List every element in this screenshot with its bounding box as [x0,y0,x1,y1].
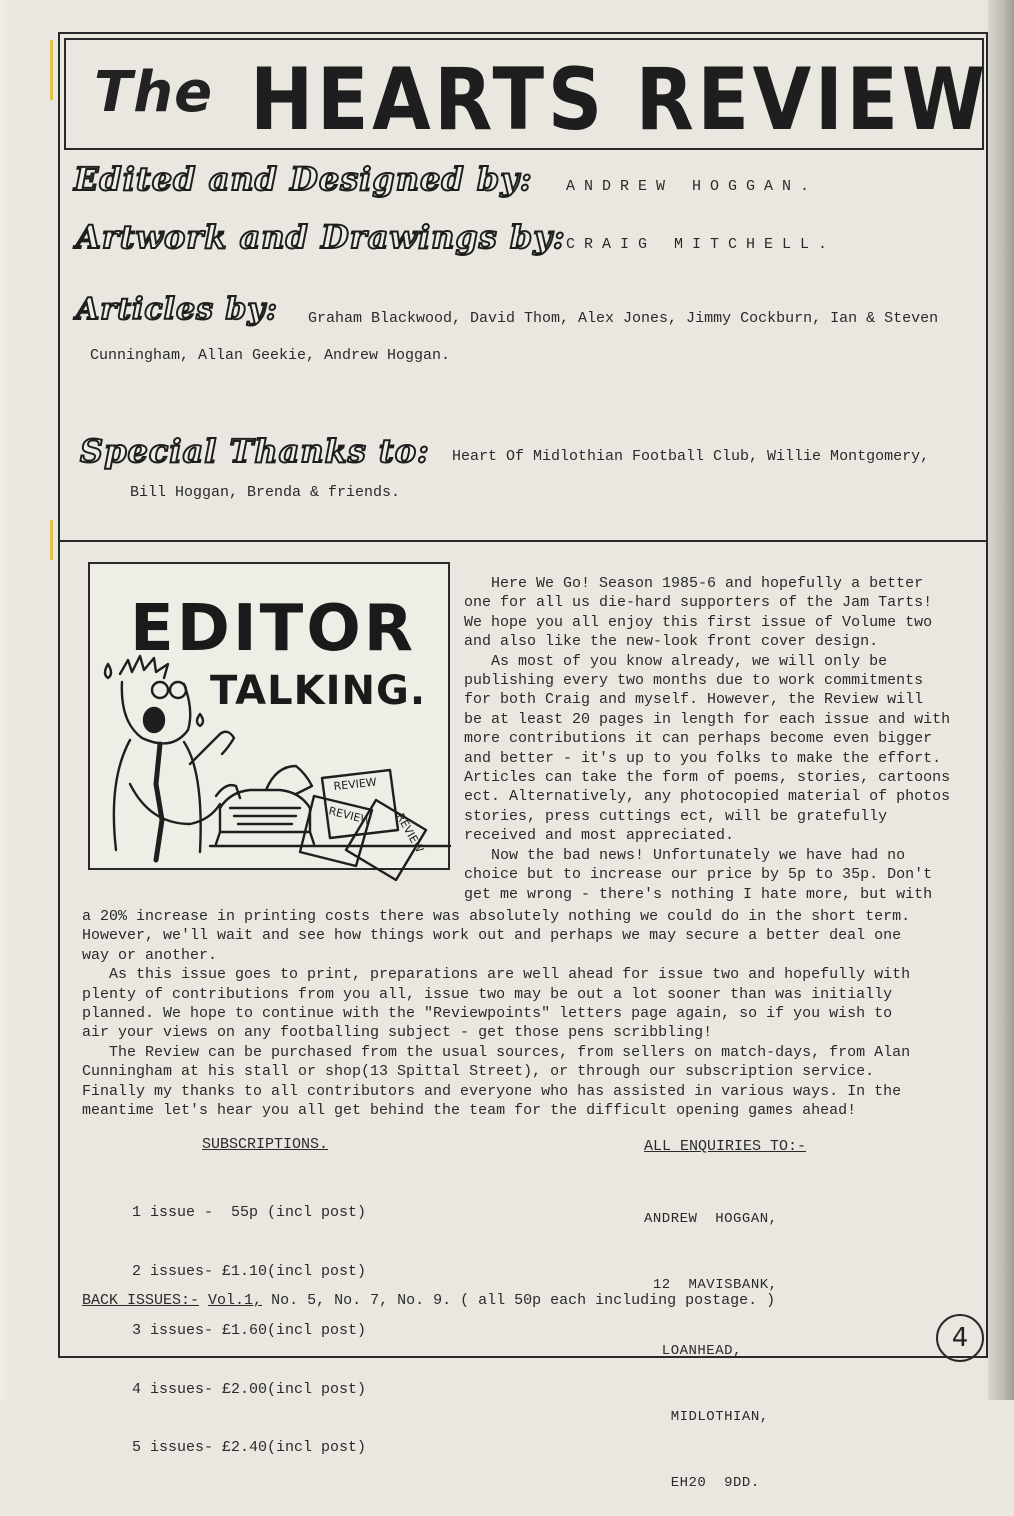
subscription-item: 4 issues- £2.00(incl post) [132,1380,367,1398]
subscription-item: 1 issue - 55p (incl post) [132,1204,367,1222]
address-line: 12 MAVISBANK, [644,1277,778,1293]
cartoon-heading-editor: EDITOR [130,592,416,666]
svg-text:REVIEW: REVIEW [327,804,373,828]
back-issues-label: BACK ISSUES:- [82,1292,200,1309]
section-divider [58,540,988,542]
special-thanks-label: Special Thanks to: [80,432,430,470]
subscription-item: 3 issues- £1.60(incl post) [132,1321,367,1339]
articles-by-label: Articles by: [76,292,278,327]
page-number: 4 [936,1314,984,1362]
editor-talking-cartoon [88,562,450,870]
address-line: ANDREW HOGGAN, [644,1211,778,1227]
page-left-edge [0,0,10,1400]
back-issues-line [82,1292,775,1309]
binding-mark [50,520,53,560]
masthead-title: HEARTS REVIEW [250,50,989,150]
enquiries-address [644,1164,778,1516]
masthead [64,38,989,150]
subscription-item: 5 issues- £2.40(incl post) [132,1439,367,1457]
editorial-beside-cartoon: Here We Go! Season 1985-6 and hopefully a better one for all us die-hard supporters of the Jam Tarts! We hope you all enjoy this first issue of Volume two and also like the new-look front cover design. As most of you know already, we will only be publishing every two months due to work commitments for both Craig and myself. However, the Review will be at least 20 pages in length for each issue and with more contributions it can perhaps become even bigger and better - it's up to you folks to make the effort. Articles can take the form of poems, stories, cartoons ect. Alternatively, any photocopied material of photos stories, press cuttings ect, will be gratefully received and most appreciated. Now the bad news! Unfortunately we have had no choice but to increase our price by 5p to 35p. Don't get me wrong - there's nothing I hate more, but with [464,575,951,903]
artwork-by-name: CRAIG MITCHELL. [566,236,837,253]
articles-by-line-1: Graham Blackwood, David Thom, Alex Jones, Jimmy Cockburn, Ian & Steven [308,310,939,327]
back-issues-numbers: No. 5, No. 7, No. 9. ( all 50p each including postage. ) [262,1292,776,1309]
artwork-by-label: Artwork and Drawings by: [76,218,566,256]
subscription-item: 2 issues- £1.10(incl post) [132,1262,367,1280]
address-line: EH20 9DD. [644,1475,760,1491]
special-thanks-line-2: Bill Hoggan, Brenda & friends. [130,484,401,501]
editorial-full-width: a 20% increase in printing costs there was absolutely nothing we could do in the short term. However, we'll wait and see how things work out and perhaps we may secure a better deal one way or another. As this issue goes to print, preparations are well ahead for issue two and hopefully with plenty of contributions from you all, issue two may be out a lot sooner than was initially planned. We hope to continue with the "Reviewpoints" letters page again, so if you wish to air your views on any footballing subject - get those pens scribbling! The Review can be purchased from the usual sources, from sellers on match-days, from Alan Cunningham at his stall or shop(13 Spittal Street), or through our subscription service. Finally my thanks to all contributors and everyone who has assisted in various ways. In the meantime let's hear you all get behind the team for the difficult opening games ahead! [82,908,911,1120]
edited-by-name: ANDREW HOGGAN. [566,178,819,195]
svg-text:REVIEW: REVIEW [332,775,378,793]
masthead-prefix: The [94,60,214,125]
editor-typing-illustration [90,564,452,872]
cartoon-heading-talking: TALKING. [210,668,427,714]
edited-by-label: Edited and Designed by: [74,160,533,198]
binding-mark [50,40,53,100]
svg-text:REVIEW: REVIEW [393,811,427,855]
page-right-edge [988,0,1014,1400]
subscriptions-heading: SUBSCRIPTIONS. [202,1136,329,1153]
back-issues-volume: Vol.1, [208,1292,263,1309]
articles-by-line-2: Cunningham, Allan Geekie, Andrew Hoggan. [90,347,451,364]
enquiries-heading: ALL ENQUIRIES TO:- [644,1138,807,1155]
address-line: LOANHEAD, [644,1343,742,1359]
subscriptions-list [132,1164,366,1478]
address-line: MIDLOTHIAN, [644,1409,769,1425]
special-thanks-line-1: Heart Of Midlothian Football Club, Willie Montgomery, [452,448,930,465]
